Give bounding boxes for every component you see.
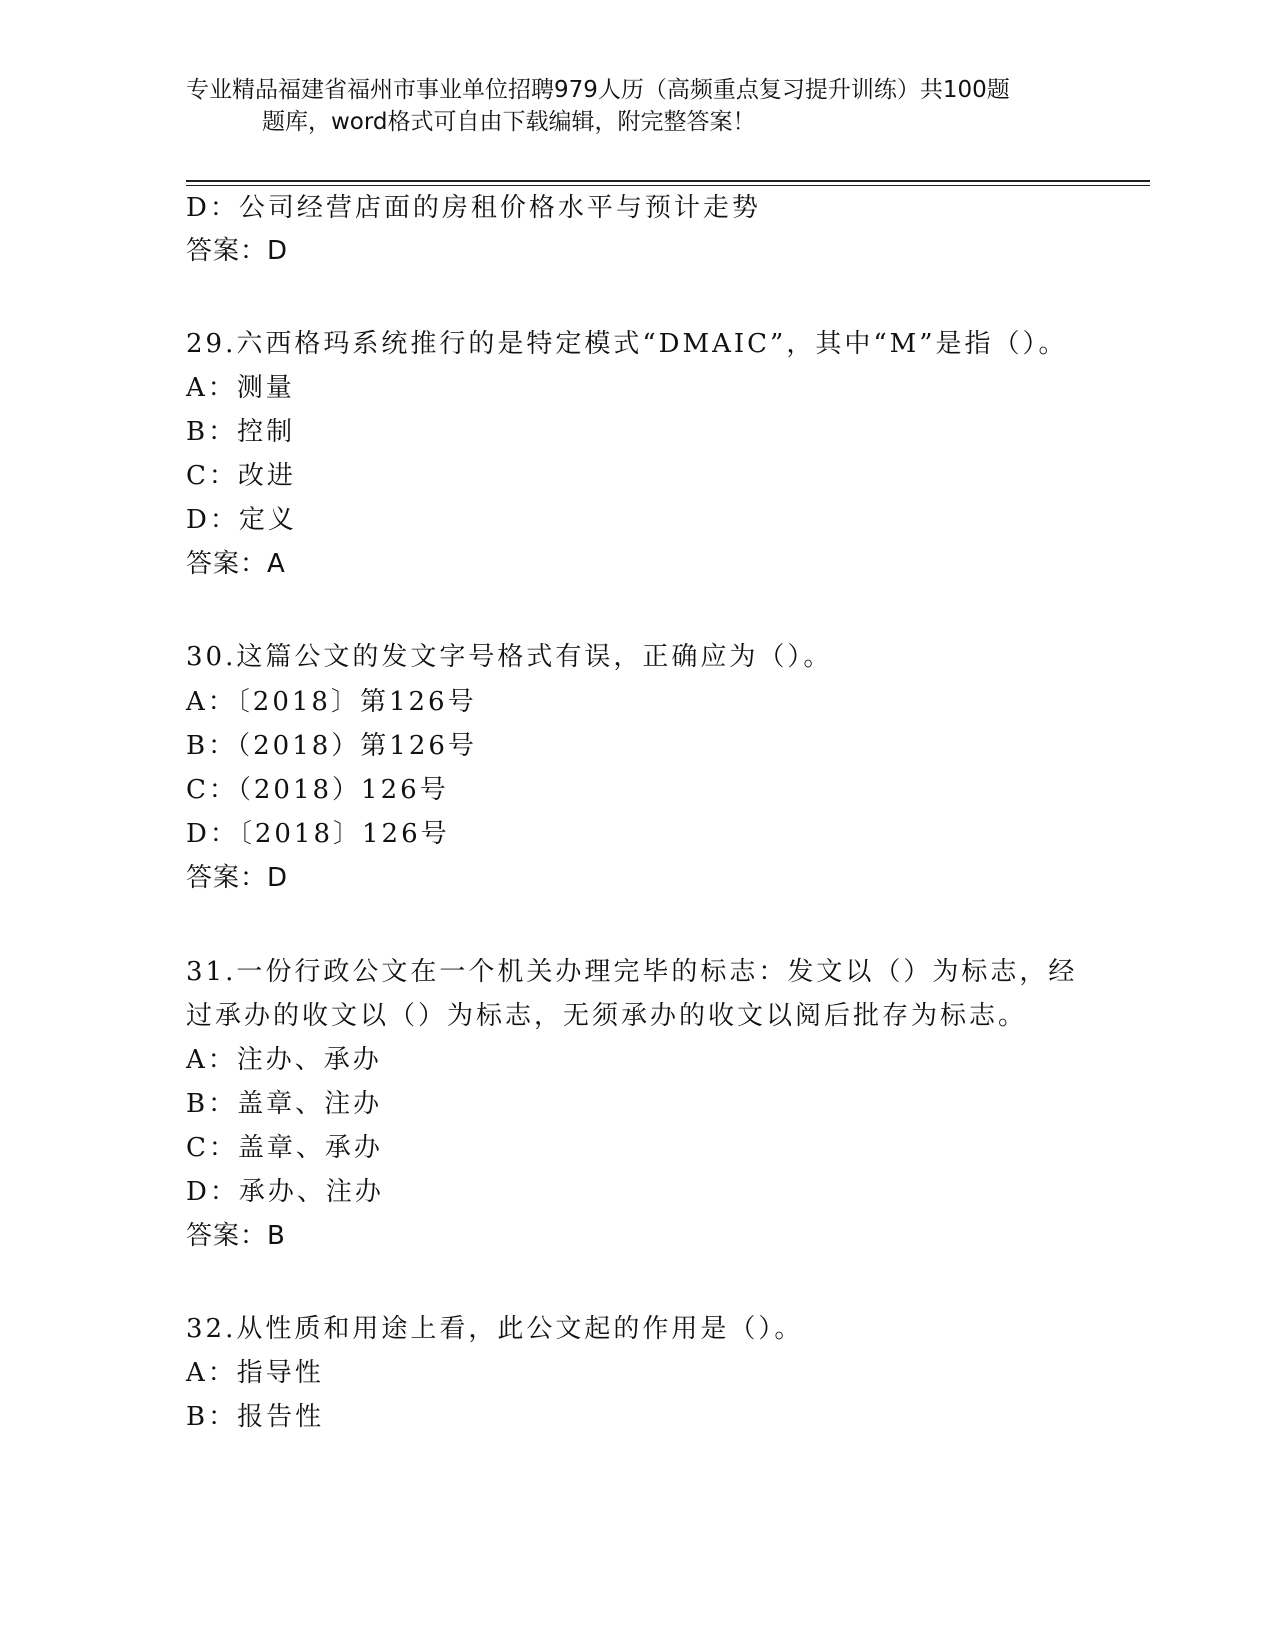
q30-option-d: D：〔2018〕126号: [186, 819, 450, 849]
q30-option-b: B：（2018）第126号: [186, 731, 477, 761]
q31-option-b: B：盖章、注办: [186, 1089, 383, 1119]
header-rule-thick: [186, 180, 1150, 182]
q29-option-a: A：测量: [186, 373, 295, 403]
q31-option-c: C：盖章、承办: [186, 1133, 383, 1163]
q31-answer: 答案：B: [186, 1221, 286, 1251]
q28-answer: 答案：D: [186, 236, 289, 266]
header-line-1: 专业精品福建省福州市事业单位招聘979人历（高频重点复习提升训练）共100题: [186, 77, 1010, 103]
q29-stem: 29.六西格玛系统推行的是特定模式“DMAIC”，其中“M”是指（）。: [186, 329, 1068, 359]
q32-stem: 32.从性质和用途上看，此公文起的作用是（）。: [186, 1314, 804, 1344]
q31-stem-line-1: 31.一份行政公文在一个机关办理完毕的标志：发文以（）为标志，经: [186, 957, 1078, 987]
q31-option-a: A：注办、承办: [186, 1045, 382, 1075]
q29-option-c: C：改进: [186, 461, 296, 491]
q32-option-b: B：报告性: [186, 1402, 325, 1432]
q30-stem: 30.这篇公文的发文字号格式有误，正确应为（）。: [186, 642, 833, 672]
q30-answer: 答案：D: [186, 863, 289, 893]
q29-answer: 答案：A: [186, 549, 286, 579]
q31-option-d: D：承办、注办: [186, 1177, 384, 1207]
q29-option-b: B：控制: [186, 417, 296, 447]
q31-stem-line-2: 过承办的收文以（）为标志，无须承办的收文以阅后批存为标志。: [186, 1001, 1028, 1031]
q30-option-a: A：〔2018〕第126号: [186, 687, 477, 717]
q32-option-a: A：指导性: [186, 1358, 324, 1388]
document-header: [186, 74, 1086, 138]
q30-option-c: C：（2018）126号: [186, 775, 449, 805]
header-rule-thin: [186, 185, 1150, 186]
q29-option-d: D：定义: [186, 505, 297, 535]
header-line-2: 题库，word格式可自由下载编辑，附完整答案！: [262, 109, 756, 135]
q28-option-d: D：公司经营店面的房租价格水平与预计走势: [186, 193, 761, 223]
